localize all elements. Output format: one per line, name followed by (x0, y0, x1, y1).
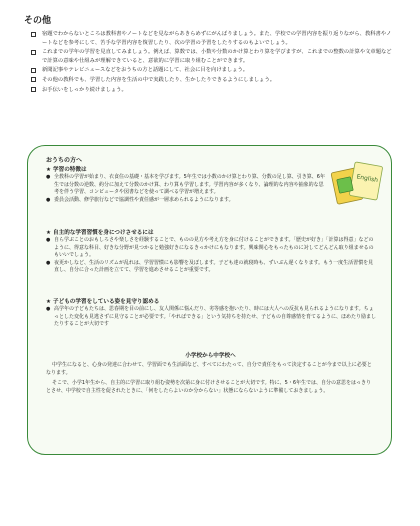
checkbox-icon (31, 32, 36, 37)
list-item-text: お手伝いをしっかり続けましょう。 (42, 86, 127, 93)
checkbox-icon (31, 68, 36, 73)
section-heading: ★ 学習の特徴は (46, 167, 87, 173)
list-item (31, 30, 393, 47)
book-label: English (355, 173, 379, 185)
paragraph: 中学生になると、心身の発達に合わせて、学習面でも生活面など、すべてにわたって、自分で責任をもって決定することが今まで以上に必要となります。 (46, 362, 372, 376)
page-title: その他 (24, 16, 52, 26)
bullet-icon: ● (46, 196, 51, 203)
list-item (31, 86, 393, 95)
checkbox-icon (31, 87, 36, 92)
sub-title: 小学校から中学校へ (185, 353, 236, 359)
checkbox-icon (31, 50, 36, 55)
bullet-item: ● 夜更かしなど、生活のリズムが乱れは、学習習慣にも影響を及ぼします。子ども達の就寝時も、ずいぶん遅くなります。もう一度生活習慣を見直し、自分に合った計画を立てて、学習を進めさせることが重要です。 (46, 259, 374, 274)
bullet-item: ● 自ら学ぶことのおもしろさや楽しさを経験することで、ものの見方や考え方を身に付けることができます。「歴史が好き」「計算は得意」などのように、得意な科目、好きな分野が見つかると勉強好きになるきっかけにもなります。興味関心をもったものに対してどんどん取り組ませるのもいいでしょう。 (46, 237, 374, 259)
bullet-icon: ● (46, 259, 51, 266)
list-item (31, 66, 393, 75)
section-watch-over (46, 298, 376, 329)
list-item-text: その他の教科でも、学習した内容を生活の中で実践したり、生かしたりできるようにしましょう。 (42, 76, 276, 83)
parents-note-panel (27, 145, 392, 455)
bullet-icon: ● (46, 174, 51, 180)
panel-title: おうちの方へ (46, 157, 83, 164)
list-item (31, 48, 393, 65)
bullet-icon: ● (46, 237, 51, 243)
checkbox-icon (31, 77, 36, 82)
paragraph: そこで、小学1年生から、自主的に学習に取り組む姿勢を次第に身に付けさせることが大切です。特に、5・6年生では、自分の意思をはっきりとさせ、中学校で自主性を促されたときに、「何をしたらよいのか分からない」状態にならないように準備しておきましょう。 (46, 380, 372, 394)
checklist (31, 30, 393, 95)
bullet-item: ● 全教科の学習が始まり、衣食住の基礎・基本を学びます。5年生では小数のかけ算とわり算、分数の足し算、引き算、6年生では分数の逆数、約分に加えて分数のかけ算、わり算も学習します。学習内容が多くなり、論理的な内容や抽象的な思考を伴う学習、コンピュータや図書などを使って調べる学習が増えます。 (46, 174, 325, 196)
star-icon: ★ (46, 167, 52, 173)
books-illustration-icon (328, 156, 388, 206)
list-item-text: これまでの学年の学習を見直してみましょう。例えば、算数では、小数や分数のかけ算とわり算を学びますが、これまでの整数の計算や文章題などで計算の意味や仕組みが理解できていると、意欲的に学習に取り組むことができます。 (42, 49, 392, 64)
section-heading: ★ 子どもの学習をしている姿を見守り認める (46, 299, 160, 305)
star-icon: ★ (46, 299, 52, 305)
bullet-item: ● 高学年の子どもたちは、思春期を目の前にし、友人関係に悩んだり、劣等感を抱いたり、時には大人への反抗も見られるようになります。ちょっとした変化も見逃さずに見守ることが必要です。「やればできる」という気持ちを持たせ、子どもの自尊感情を育てるように、ほめたり励ましたりすることが大切です (46, 306, 376, 328)
section-study-habits (46, 229, 376, 275)
list-item-text: 宿題でわからないところは教科書やノートなどを見ながらあきらめずにがんばりましょう。また、学校での学習内容を振り返りながら、教科書やノートなどを参考にして、苦手な学習内容を復習したり、次の学習の予習をしたりするのもよいでしょう。 (42, 31, 392, 46)
bullet-icon: ● (46, 306, 51, 312)
bullet-item: ● 委員会活動、修学旅行などで協調性や責任感が一層求められるようになります。 (46, 196, 234, 203)
list-item (31, 76, 393, 85)
star-icon: ★ (46, 230, 52, 236)
section-heading: ★ 自主的な学習習慣を身につけさせるには (46, 230, 154, 236)
list-item-text: 新聞記事やテレビニュースなどをおうちの方と話題にして、社会に目を向けましょう。 (42, 67, 249, 74)
section-features (46, 166, 326, 204)
